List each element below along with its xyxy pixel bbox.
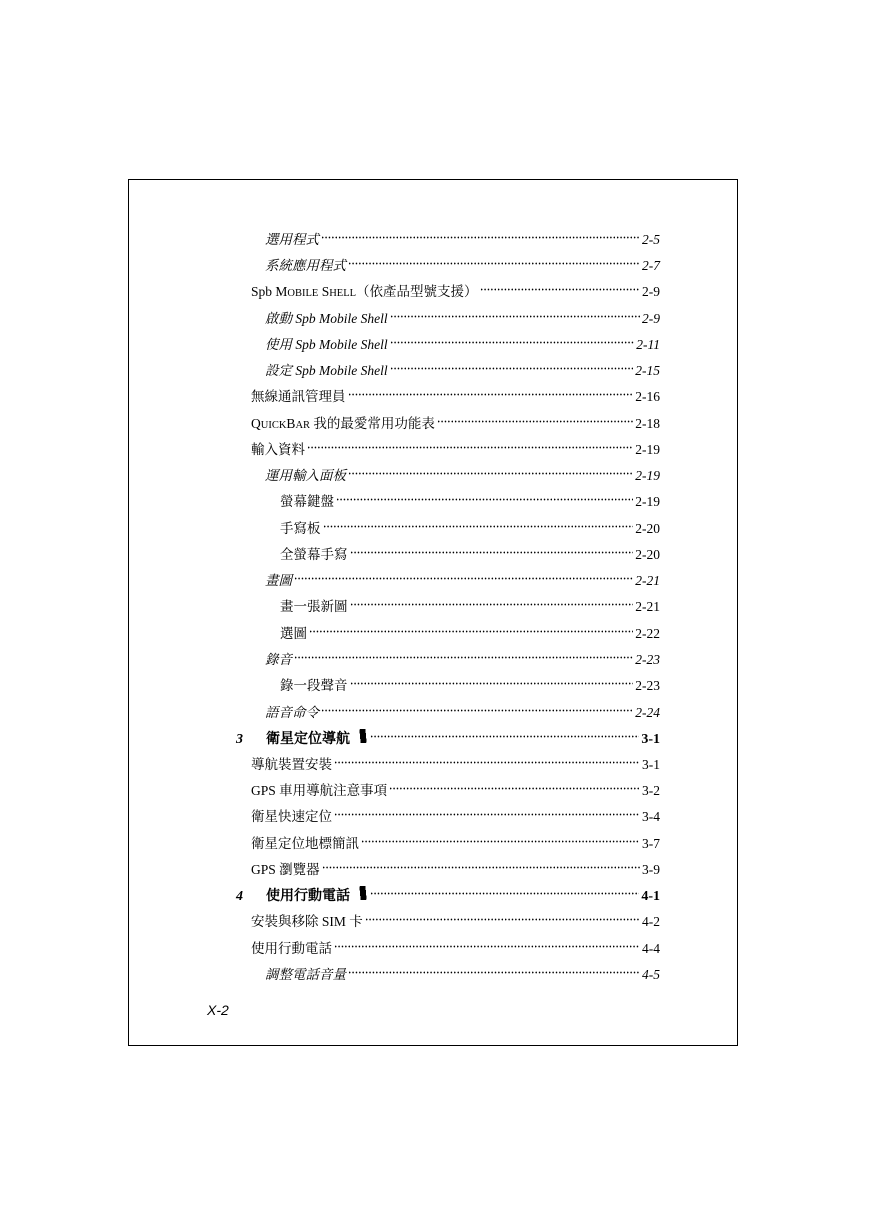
toc-entry[interactable]: [265, 571, 660, 591]
toc-entry-page: 2-20: [635, 547, 660, 562]
toc-entry[interactable]: [265, 703, 660, 723]
dot-leader: [390, 364, 634, 372]
toc-entry[interactable]: [280, 624, 660, 644]
toc-entry-label: 選圖: [280, 626, 307, 641]
dot-leader: [437, 417, 633, 425]
toc-entry-page: 2-23: [635, 652, 660, 667]
toc-entry-label: 導航裝置安裝: [251, 757, 332, 772]
toc-entry[interactable]: [280, 492, 660, 512]
toc-entry[interactable]: [280, 597, 660, 617]
toc-entry-page: 2-19: [635, 468, 660, 483]
dot-leader: [321, 706, 633, 714]
toc-entry[interactable]: [280, 676, 660, 696]
toc-entry-page: 3-2: [642, 783, 660, 798]
toc-entry[interactable]: [265, 256, 660, 276]
toc-entry[interactable]: [265, 965, 660, 985]
toc-entry[interactable]: [251, 387, 660, 407]
toc-entry-label: 錄一段聲音: [280, 678, 348, 693]
toc-entry[interactable]: [251, 440, 660, 460]
dot-leader: [361, 837, 640, 845]
toc-entry-label: Spb MOBILE SHELL（依產品型號支援）: [251, 284, 478, 299]
toc-entry-page: 3-9: [642, 862, 660, 877]
toc-entry-label: 輸入資料: [251, 442, 305, 457]
toc-entry[interactable]: [251, 807, 660, 827]
toc-entry-page: 2-15: [635, 363, 660, 378]
toc-entry-label: 錄音: [265, 652, 292, 667]
toc-entry-label: GPS 瀏覽器: [251, 862, 320, 877]
toc-entry[interactable]: [251, 282, 660, 302]
dot-leader: [334, 758, 640, 766]
dot-leader: [350, 548, 634, 556]
toc-entry-page: 3-7: [642, 836, 660, 851]
toc-entry-label: 畫一張新圖: [280, 599, 348, 614]
dot-leader: [348, 390, 634, 398]
toc-entry[interactable]: [280, 545, 660, 565]
dot-leader: [390, 312, 640, 320]
dot-leader: [309, 627, 633, 635]
dot-leader: [348, 469, 633, 477]
dot-leader: [350, 600, 634, 608]
toc-entry-label: 手寫板: [280, 521, 321, 536]
toc-entry-label: QUICKBAR 我的最愛常用功能表: [251, 416, 435, 431]
toc-entry[interactable]: [251, 834, 660, 854]
toc-entry-page: 3-1: [641, 732, 660, 747]
toc-entry[interactable]: [265, 309, 660, 329]
toc-entry-page: 2-22: [635, 626, 660, 641]
toc-entry-page: 2-19: [635, 442, 660, 457]
toc-entry-page: 4-5: [642, 967, 660, 982]
dot-leader: [348, 968, 640, 976]
toc-entry-label: 全螢幕手寫: [280, 547, 348, 562]
toc-entry-page: 2-23: [635, 678, 660, 693]
dot-leader: [321, 233, 640, 241]
dot-leader: [365, 915, 640, 923]
dot-leader: [294, 653, 633, 661]
toc-entry[interactable]: [265, 650, 660, 670]
toc-entry-page: 2-21: [635, 599, 660, 614]
chapter-number: 3: [236, 732, 243, 747]
toc-entry-label: 畫圖: [265, 573, 292, 588]
pencil-icon: [356, 729, 370, 743]
toc-entry[interactable]: [265, 335, 660, 355]
toc-entry-label: 調整電話音量: [265, 967, 346, 982]
toc-entry-page: 2-11: [636, 337, 660, 352]
toc-entry[interactable]: [265, 361, 660, 381]
toc-entry-label: GPS 車用導航注意事項: [251, 783, 388, 798]
toc-entry-page: 2-5: [642, 232, 660, 247]
toc-entry-page: 2-19: [635, 494, 660, 509]
toc-chapter[interactable]: [236, 886, 660, 906]
toc-entry[interactable]: [251, 860, 660, 880]
toc-entry-label: 設定 Spb Mobile Shell: [265, 363, 388, 378]
toc-entry-label: 運用輸入面板: [265, 468, 346, 483]
toc-entry-page: 4-2: [642, 914, 660, 929]
dot-leader: [350, 679, 634, 687]
toc-entry-page: 4-1: [641, 889, 660, 904]
toc-entry-label: 無線通訊管理員: [251, 389, 346, 404]
toc-entry[interactable]: [251, 939, 660, 959]
toc-entry[interactable]: [251, 781, 660, 801]
toc-entry-page: 2-24: [635, 705, 660, 720]
toc-entry-page: 2-9: [642, 311, 660, 326]
toc-entry-label: 選用程式: [265, 232, 319, 247]
toc-entry[interactable]: [251, 414, 660, 434]
dot-leader: [480, 285, 640, 293]
toc-entry-label: 安裝與移除 SIM 卡: [251, 914, 363, 929]
dot-leader: [322, 863, 640, 871]
dot-leader: [294, 574, 633, 582]
toc-entry-page: 2-20: [635, 521, 660, 536]
toc-entry-label: 衛星快速定位: [251, 809, 332, 824]
toc-entry-label: 語音命令: [265, 705, 319, 720]
toc-entry-page: 2-21: [635, 573, 660, 588]
dot-leader: [334, 810, 640, 818]
dot-leader: [336, 495, 633, 503]
chapter-number: 4: [236, 889, 243, 904]
toc-entry-label: 使用行動電話: [251, 941, 332, 956]
dot-leader: [348, 259, 640, 267]
dot-leader: [390, 338, 635, 346]
toc-chapter[interactable]: [236, 729, 660, 749]
toc-entry-page: 3-1: [642, 757, 660, 772]
toc-entry[interactable]: [280, 519, 660, 539]
toc-entry[interactable]: [265, 230, 660, 250]
toc-entry-label: 使用行動電話: [266, 889, 350, 904]
toc-entry[interactable]: [251, 755, 660, 775]
dot-leader: [370, 889, 639, 897]
dot-leader: [334, 942, 640, 950]
toc-entry-page: 4-4: [642, 941, 660, 956]
toc-entry-page: 2-18: [635, 416, 660, 431]
toc-entry-page: 3-4: [642, 809, 660, 824]
dot-leader: [389, 784, 640, 792]
toc-entry-page: 2-9: [642, 284, 660, 299]
page-number-footer: X-2: [207, 1002, 229, 1018]
toc-entry-label: 衛星定位導航: [266, 732, 350, 747]
pencil-icon: [356, 886, 370, 900]
toc-entry-label: 啟動 Spb Mobile Shell: [265, 311, 388, 326]
toc-entry-label: 使用 Spb Mobile Shell: [265, 337, 388, 352]
toc-entry[interactable]: [251, 912, 660, 932]
toc-entry-page: 2-16: [635, 389, 660, 404]
dot-leader: [323, 522, 634, 530]
toc-entry-page: 2-7: [642, 258, 660, 273]
dot-leader: [307, 443, 633, 451]
toc-entry[interactable]: [265, 466, 660, 486]
toc-entry-label: 衛星定位地標簡訊: [251, 836, 359, 851]
toc-entry-label: 系統應用程式: [265, 258, 346, 273]
toc-entry-label: 螢幕鍵盤: [280, 494, 334, 509]
dot-leader: [370, 732, 639, 740]
